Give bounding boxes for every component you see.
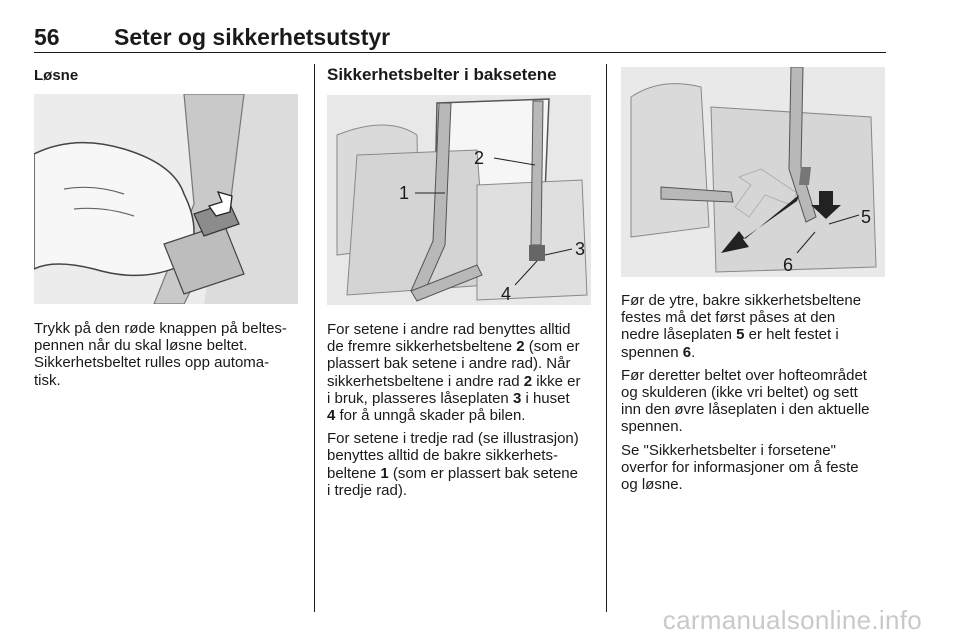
text-span: inn den øvre låseplaten i den aktuelle [621, 401, 870, 419]
text-span: Se "Sikkerhetsbelter i forsetene" [621, 441, 836, 459]
col3-body [621, 292, 893, 499]
col1-paragraph [34, 320, 304, 389]
ref-2: 2 [523, 372, 533, 390]
ref-1: 1 [380, 464, 389, 482]
text-span: beltene [327, 464, 381, 482]
text-span: og løsne. [621, 476, 683, 494]
text-span: (som er plassert bak setene [388, 464, 578, 482]
page-title: Seter og sikkerhetsutstyr [114, 24, 391, 50]
text-span: Før de ytre, bakre sikkerhetsbeltene [621, 292, 862, 309]
section-heading-rear-belts: Sikkerhetsbelter i baksetene [327, 65, 557, 84]
col2-paragraph-2 [327, 430, 597, 499]
text-span: plassert bak setene i andre rad). Når [327, 355, 571, 373]
col1-line-1: Trykk på den røde knappen på beltes- [34, 320, 287, 337]
callout-1: 1 [399, 183, 410, 203]
col1-line-2: pennen når du skal løsne beltet. [34, 337, 248, 355]
ref-5: 5 [736, 326, 745, 344]
column-divider-1 [314, 64, 315, 612]
ref-6: 6 [682, 343, 692, 361]
ref-3: 3 [512, 389, 522, 407]
text-span: festes må det først påses at den [621, 309, 836, 327]
text-span: i tredje rad). [327, 481, 408, 499]
section-subheading-losne: Løsne [34, 67, 79, 84]
text-span: for å unngå skader på bilen. [335, 407, 526, 425]
text-span: sikkerhetsbeltene i andre rad [327, 372, 524, 390]
col2-body [327, 321, 597, 505]
text-span: spennen. [621, 418, 683, 436]
text-span: (som er [524, 338, 580, 356]
page-header [34, 18, 886, 53]
text-span: i huset [521, 389, 570, 407]
text-span: er helt festet i [744, 326, 839, 344]
callout-5: 5 [861, 207, 872, 227]
callout-3: 3 [575, 239, 586, 259]
text-span: i bruk, plasseres låseplaten [327, 389, 513, 407]
figure-release-buckle [34, 94, 298, 304]
text-span: de fremre sikkerhetsbeltene [327, 338, 517, 356]
figure-rear-seat-belts [327, 95, 591, 305]
ref-2: 2 [516, 338, 525, 356]
text-span: For setene i andre rad benyttes alltid [327, 321, 571, 338]
ref-4: 4 [327, 407, 336, 425]
release-buckle-illustration [34, 94, 298, 304]
rear-seat-belts-illustration [327, 95, 591, 305]
text-span: For setene i tredje rad (se illustrasjon) [327, 430, 579, 448]
text-span: spennen [621, 343, 683, 361]
col2-paragraph-1 [327, 321, 597, 424]
col3-paragraph-1 [621, 292, 893, 361]
text-span: Før deretter beltet over hofteområdet [621, 366, 867, 384]
page-number: 56 [34, 24, 60, 50]
text-span: ikke er [532, 372, 581, 390]
text-span: overfor for informasjoner om å feste [621, 458, 859, 476]
col1-line-4: tisk. [34, 371, 61, 389]
col1-body [34, 320, 304, 395]
callout-4: 4 [501, 284, 512, 304]
text-span: . [691, 343, 696, 361]
text-span: nedre låseplaten [621, 326, 737, 344]
col1-line-3: Sikkerhetsbeltet rulles opp automa- [34, 354, 270, 372]
text-span: og skulderen (ikke vri beltet) og sett [621, 384, 858, 402]
col3-paragraph-2 [621, 367, 893, 436]
text-span: benyttes alltid de bakre sikkerhets- [327, 447, 558, 465]
column-divider-2 [606, 64, 607, 612]
watermark: carmanualsonline.info [662, 605, 922, 635]
callout-2: 2 [474, 148, 485, 168]
figure-outer-rear-belt [621, 67, 885, 277]
col3-paragraph-3 [621, 442, 893, 494]
callout-6: 6 [783, 255, 794, 275]
outer-rear-belt-illustration [621, 67, 885, 277]
